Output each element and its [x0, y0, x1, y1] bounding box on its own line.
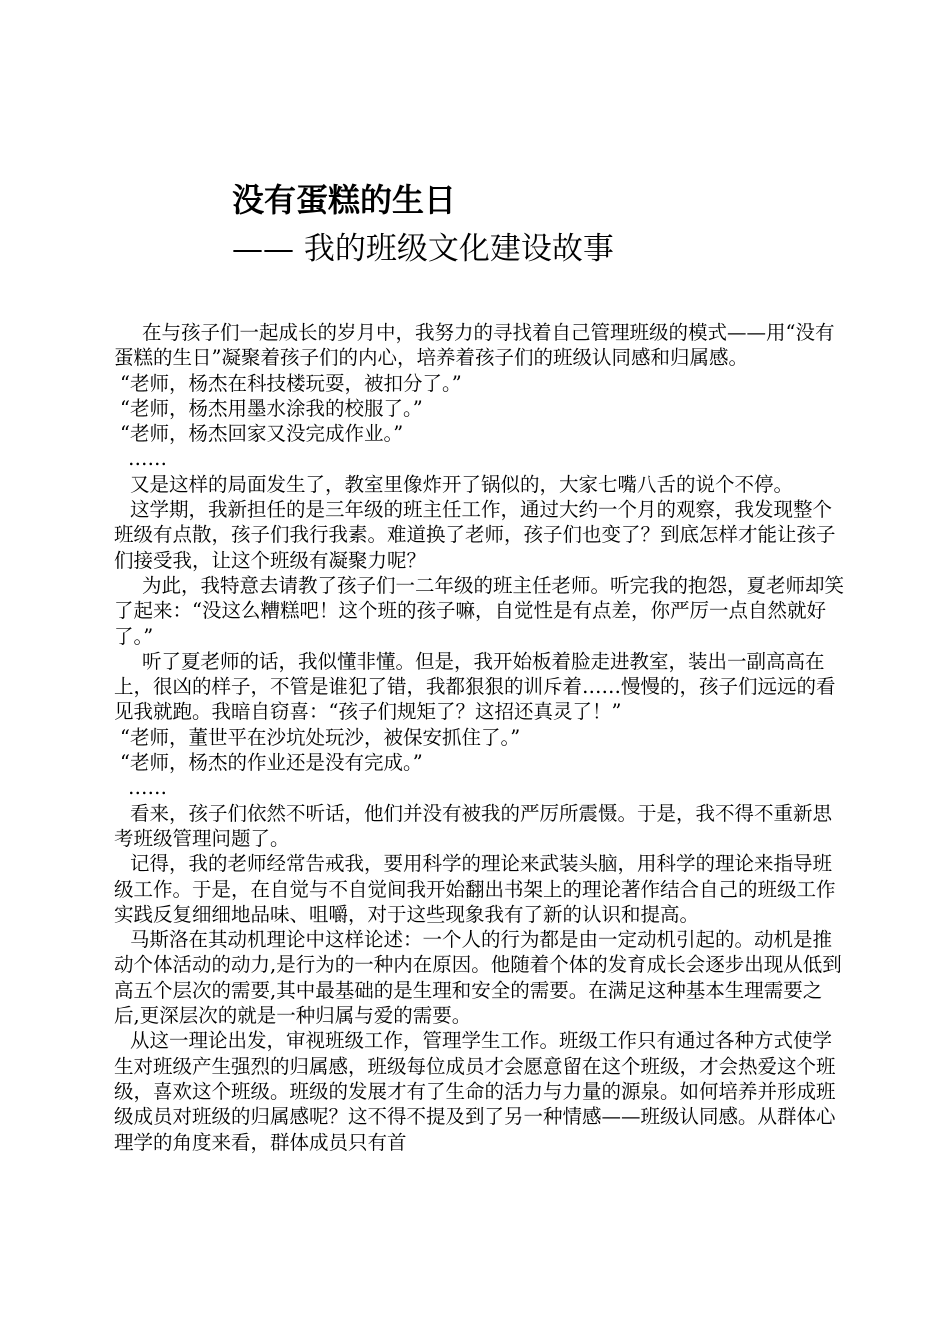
- paragraph: 听了夏老师的话，我似懂非懂。但是，我开始板着脸走进教室，装出一副高高在上，很凶的样子，不管是谁犯了错，我都狠狠的训斥着……慢慢的，孩子们远远的看见我就跑。我暗自窃喜：“孩子们规矩了？这招还真灵了！”: [114, 649, 836, 724]
- document-body: [114, 320, 846, 1155]
- paragraph: 为此，我特意去请教了孩子们一二年级的班主任老师。听完我的抱怨，夏老师却笑了起来：“没这么糟糕吧！这个班的孩子嘛，自觉性是有点差，你严厉一点自然就好了。”: [114, 573, 845, 648]
- paragraph: 记得，我的老师经常告戒我，要用科学的理论来武装头脑，用科学的理论来指导班级工作。于是，在自觉与不自觉间我开始翻出书架上的理论著作结合自己的班级工作实践反复细细地品味、咀嚼，对于这些现象我有了新的认识和提高。: [114, 852, 836, 926]
- paragraph: “老师，杨杰的作业还是没有完成。”: [120, 751, 423, 775]
- paragraph: “老师，杨杰在科技楼玩耍，被扣分了。”: [120, 371, 462, 395]
- paragraph: 在与孩子们一起成长的岁月中，我努力的寻找着自己管理班级的模式——用“没有蛋糕的生日”凝聚着孩子们的内心，培养着孩子们的班级认同感和归属感。: [114, 321, 835, 370]
- paragraph: ……: [128, 447, 167, 471]
- paragraph: 马斯洛在其动机理论中这样论述：一个人的行为都是由一定动机引起的。动机是推动个体活动的动力,是行为的一种内在原因。他随着个体的发育成长会逐步出现从低到高五个层次的需要,其中最基础的是生理和安全的需要。在满足这种基本生理需要之后,更深层次的就是一种归属与爱的需要。: [114, 928, 842, 1028]
- paragraph: 这学期，我新担任的是三年级的班主任工作，通过大约一个月的观察，我发现整个班级有点散，孩子们我行我素。难道换了老师，孩子们也变了？到底怎样才能让孩子们接受我，让这个班级有凝聚力呢？: [114, 498, 836, 572]
- paragraph: 又是这样的局面发生了，教室里像炸开了锅似的，大家七嘴八舌的说个不停。: [130, 472, 794, 496]
- paragraph: ……: [128, 776, 167, 800]
- paragraph: “老师，杨杰回家又没完成作业。”: [120, 422, 404, 446]
- paragraph: 看来，孩子们依然不听话，他们并没有被我的严厉所震慑。于是，我不得不重新思考班级管理问题了。: [114, 801, 833, 850]
- paragraph: “老师，杨杰用墨水涂我的校服了。”: [120, 396, 423, 420]
- document-title: 没有蛋糕的生日: [232, 181, 457, 219]
- paragraph: “老师，董世平在沙坑处玩沙，被保安抓住了。”: [120, 725, 521, 749]
- document-subtitle: —— 我的班级文化建设故事: [232, 231, 614, 267]
- paragraph: 从这一理论出发，审视班级工作，管理学生工作。班级工作只有通过各种方式使学生对班级产生强烈的归属感，班级每位成员才会愿意留在这个班级，才会热爱这个班级，喜欢这个班级。班级的发展才有了生命的活力与力量的源泉。如何培养并形成班级成员对班级的归属感呢？这不得不提及到了另一种情感——班级认同感。从群体心理学的角度来看，群体成员只有首: [114, 1029, 836, 1154]
